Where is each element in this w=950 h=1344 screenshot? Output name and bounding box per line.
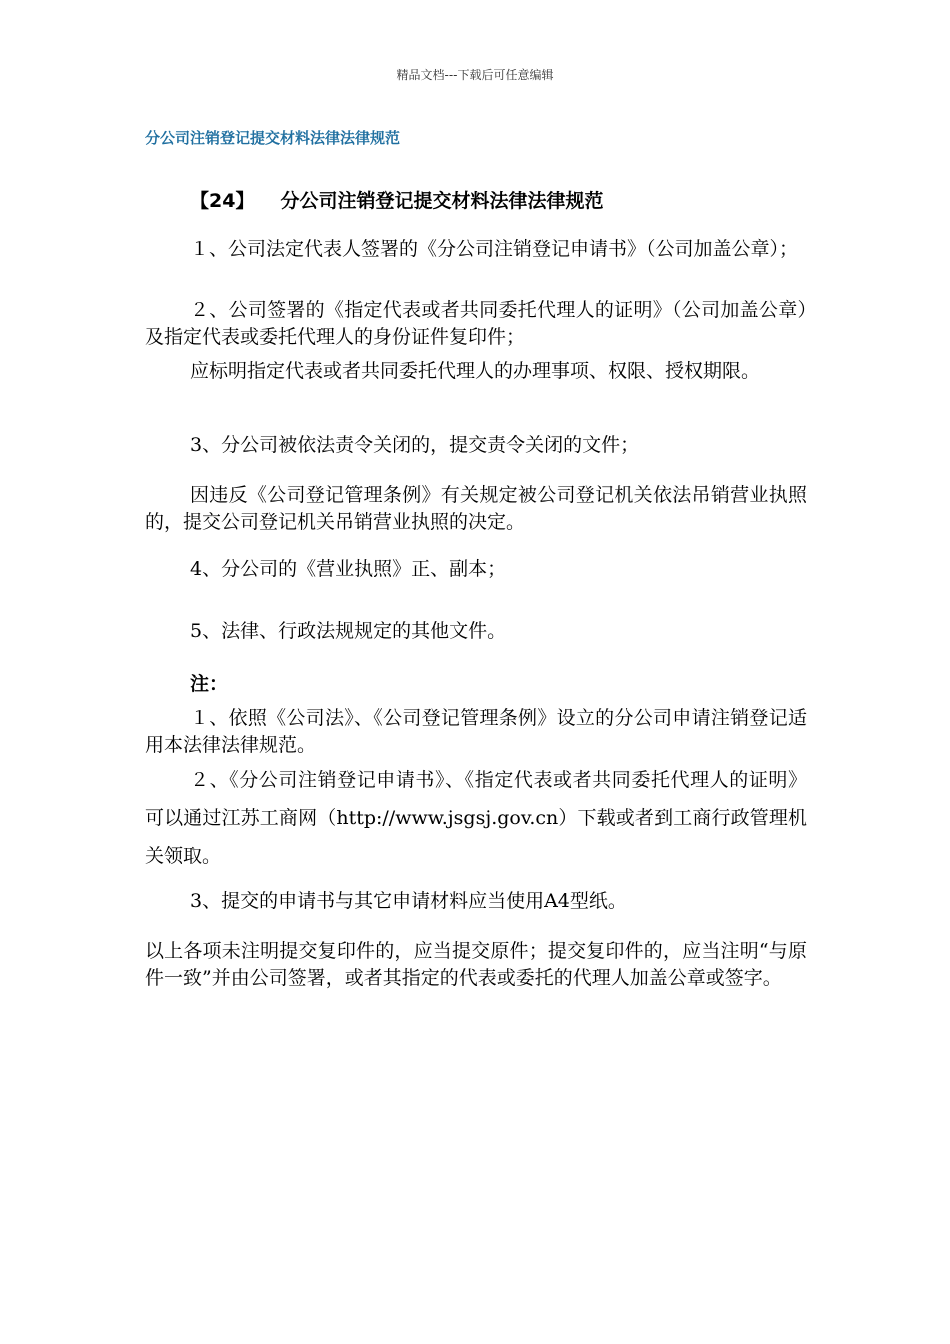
list-item-3: 3、分公司被依法责令关闭的，提交责令关闭的文件； — [190, 434, 640, 456]
page-title — [190, 186, 603, 213]
list-item-4: 4、分公司的《营业执照》正、副本； — [190, 558, 507, 580]
list-item-1: １、公司法定代表人签署的《分公司注销登记申请书》（公司加盖公章）； — [190, 238, 799, 260]
title-number: 【24】 — [190, 190, 255, 212]
list-item-3-detail: 因违反《公司登记管理条例》有关规定被公司登记机关依法吊销营业执照的，提交公司登记机关吊销营业执照的决定。 — [145, 484, 807, 533]
page-header-note: 精品文档---下载后可任意编辑 — [396, 68, 554, 82]
document-link-title[interactable]: 分公司注销登记提交材料法律法律规范 — [145, 129, 401, 147]
closing-paragraph: 以上各项未注明提交复印件的，应当提交原件；提交复印件的，应当注明“与原件一致”并由公司签署，或者其指定的代表或委托的代理人加盖公章或签字。 — [145, 940, 807, 989]
list-item-2: ２、公司签署的《指定代表或者共同委托代理人的证明》（公司加盖公章）及指定代表或委托代理人的身份证件复印件； — [145, 299, 807, 348]
note-item-1: １、依照《公司法》、《公司登记管理条例》设立的分公司申请注销登记适用本法律法律规范。 — [145, 707, 807, 756]
list-item-5: 5、法律、行政法规规定的其他文件。 — [190, 620, 507, 642]
note-item-3: 3、提交的申请书与其它申请材料应当使用A4型纸。 — [190, 890, 627, 912]
title-text: 分公司注销登记提交材料法律法律规范 — [280, 190, 604, 212]
list-item-2-detail: 应标明指定代表或者共同委托代理人的办理事项、权限、授权期限。 — [190, 360, 761, 382]
note-item-2: ２、《分公司注销登记申请书》、《指定代表或者共同委托代理人的证明》可以通过江苏工商网（http://www.jsgsj.gov.cn）下载或者到工商行政管理机关领取。 — [145, 769, 807, 867]
note-label: 注： — [190, 673, 229, 695]
